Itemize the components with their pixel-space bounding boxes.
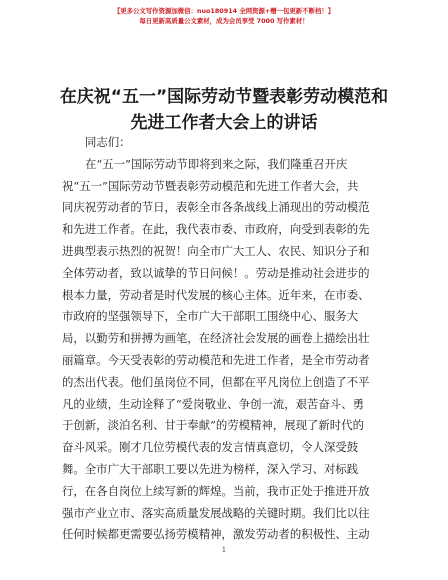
body-line: 凡的业绩，生动诠释了“爱岗敬业、争创一流，艰苦奋斗、勇 (62, 396, 364, 411)
document-title (0, 84, 448, 136)
page-number: 1 (221, 546, 227, 554)
promo-banner-line-2: 每日更新高质量公文素材，成为会员享受 7000 写作素材！ (139, 17, 309, 25)
body-line: 同庆祝劳动者的节日，表彰全市各条战线上涌现出的劳动模范 (62, 200, 370, 215)
document-title-line-1: 在庆祝“五一”国际劳动节暨表彰劳动模范和 (59, 87, 389, 107)
body-line: 局，以勤劳和拼搏为画笔，在经济社会发展的画卷上描绘出壮 (62, 331, 370, 346)
body-line: 强市产业立市、落实高质量发展战略的关键时期。我们比以往 (62, 505, 370, 520)
body-line: 奋斗风采。刚才几位劳模代表的发言情真意切，令人深受鼓 (62, 440, 359, 455)
promo-banner-line-1: 【更多公文写作资源加微信：nuo180914 全网资源+赠一包更新不断档！】 (113, 7, 335, 15)
body-line: 市政府的坚强领导下，全市广大干部职工围绕中心、服务大 (62, 309, 359, 324)
body-line: 的杰出代表。他们虽岗位不同，但都在平凡岗位上创造了不平 (62, 374, 370, 389)
body-line: 任何时候都更需要弘扬劳模精神，激发劳动者的积极性、主动 (62, 527, 370, 542)
body-line: 根本力量，劳动者是时代发展的核心主体。近年来，在市委、 (62, 287, 370, 302)
document-body (62, 132, 390, 546)
salutation: 同志们： (85, 135, 131, 149)
body-line: 丽篇章。今天受表彰的劳动模范和先进工作者，是全市劳动者 (62, 352, 370, 367)
document-title-line-2: 先进工作者大会上的讲话 (130, 113, 318, 133)
body-line: 舞。全市广大干部职工要以先进为榜样，深入学习、对标践 (62, 461, 359, 476)
body-line: 祝“五一”国际劳动节暨表彰劳动模范和先进工作者大会，共 (62, 178, 359, 193)
body-line: 和先进工作者。在此，我代表市委、市政府，向受到表彰的先 (62, 222, 370, 237)
promo-banner (0, 6, 448, 26)
body-line: 在“五一”国际劳动节即将到来之际，我们隆重召开庆 (85, 156, 348, 171)
body-line: 于创新，淡泊名利、甘于奉献”的劳模精神，展现了新时代的 (62, 418, 364, 433)
body-line: 行，在各自岗位上续写新的辉煌。当前，我市正处于推进开放 (62, 483, 370, 498)
body-line: 进典型表示热烈的祝贺！向全市广大工人、农民、知识分子和 (62, 243, 370, 258)
body-line: 全体劳动者，致以诚挚的节日问候！。劳动是推动社会进步的 (62, 265, 370, 280)
